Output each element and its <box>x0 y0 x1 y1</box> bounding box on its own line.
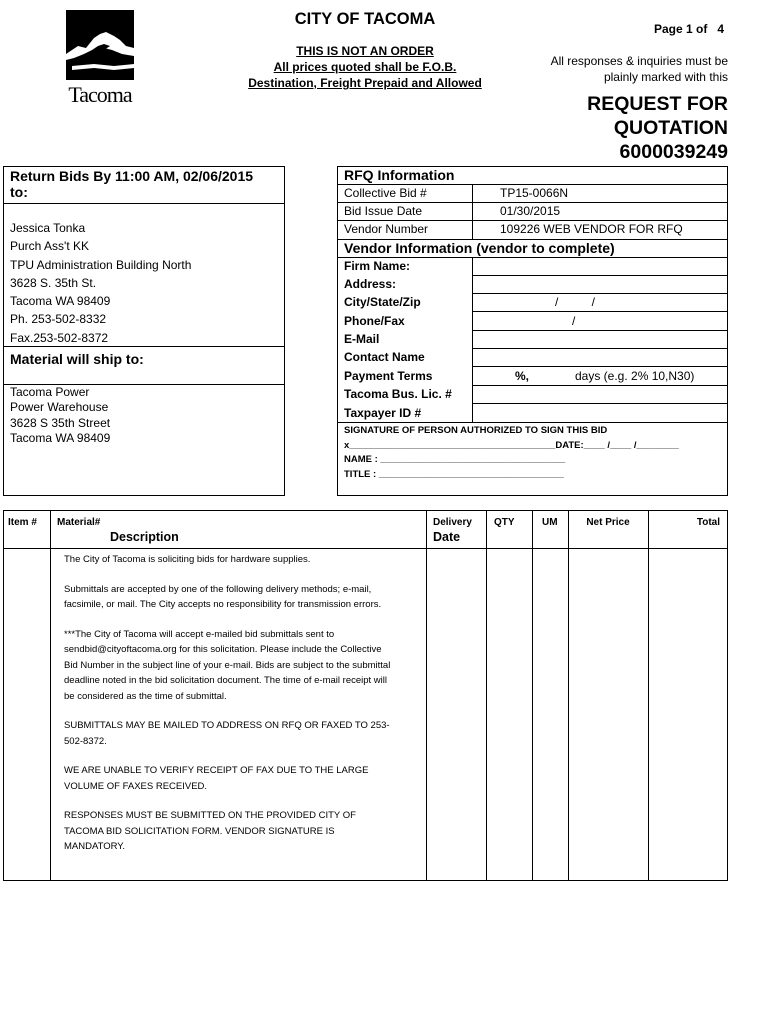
payment-days: days (e.g. 2% 10,N30) <box>575 369 695 383</box>
divider <box>472 184 473 239</box>
business-license-label: Tacoma Bus. Lic. # <box>344 387 452 401</box>
column-header-date: Date <box>433 530 461 544</box>
city-state-zip-separators: / / <box>555 295 596 309</box>
ship-to-address <box>10 385 110 446</box>
return-address-line: Tacoma WA 98409 <box>10 294 111 309</box>
column-header-net-price: Net Price <box>586 517 630 528</box>
title-line[interactable]: TITLE : ___________________________________ <box>344 469 564 480</box>
contact-name-label: Contact Name <box>344 350 425 364</box>
column-header-qty: QTY <box>494 517 515 528</box>
address-input[interactable] <box>473 276 727 292</box>
page-indicator: Page 1 of 4 <box>653 22 724 36</box>
column-divider <box>426 510 427 881</box>
column-header-total: Total <box>696 517 720 528</box>
bid-issue-date-label: Bid Issue Date <box>344 204 423 218</box>
city-state-zip-label: City/State/Zip <box>344 295 421 309</box>
column-header-description: Description <box>110 530 179 544</box>
collective-bid-label: Collective Bid # <box>344 186 427 200</box>
column-divider <box>568 510 569 881</box>
column-header-um: UM <box>542 517 558 528</box>
column-header-material: Material# <box>57 517 101 528</box>
payment-terms-label: Payment Terms <box>344 369 433 383</box>
return-bids-heading: Return Bids By 11:00 AM, 02/06/2015 <box>10 168 254 184</box>
description-paragraph: Submittals are accepted by one of the following delivery methods; e-mail, facsimile, or mail. The City accepts no responsibility for transmission errors. <box>64 583 382 610</box>
phone-fax-label: Phone/Fax <box>344 314 405 328</box>
description-paragraph: WE ARE UNABLE TO VERIFY RECEIPT OF FAX DUE TO THE LARGE VOLUME OF FAXES RECEIVED. <box>64 765 369 792</box>
description-paragraph: RESPONSES MUST BE SUBMITTED ON THE PROVIDED CITY OF TACOMA BID SOLICITATION FORM. VENDOR SIGNATURE IS MANDATORY. <box>64 810 356 852</box>
email-input[interactable] <box>473 331 727 347</box>
divider <box>337 184 728 185</box>
responses-note-line-1: All responses & inquiries must be <box>550 54 728 68</box>
rfq-number: 6000039249 <box>619 141 728 163</box>
address-label: Address: <box>344 277 397 291</box>
column-divider <box>532 510 533 881</box>
return-address-line: Jessica Tonka <box>10 221 86 235</box>
collective-bid-value: TP15-0066N <box>500 186 569 200</box>
return-address-line: Purch Ass't KK <box>10 239 89 254</box>
signature-line[interactable]: x_______________________________________DATE:____ /____ /________ <box>344 440 679 451</box>
phone-fax-input[interactable] <box>473 312 727 329</box>
column-header-delivery: Delivery <box>433 517 472 528</box>
return-fax: Fax.253-502-8372 <box>10 330 109 345</box>
firm-name-input[interactable] <box>473 258 727 274</box>
signature-heading: SIGNATURE OF PERSON AUTHORIZED TO SIGN THIS BID <box>344 425 608 436</box>
responses-note-line-2: plainly marked with this <box>603 70 728 84</box>
ship-to-line: Tacoma Power <box>10 385 90 399</box>
divider <box>3 203 285 204</box>
vendor-number-label: Vendor Number <box>344 222 429 236</box>
table-header-divider <box>3 548 728 549</box>
column-divider <box>648 510 649 881</box>
city-title: CITY OF TACOMA <box>294 10 436 28</box>
vendor-number-value: 109226 WEB VENDOR FOR RFQ <box>500 222 683 236</box>
payment-percent: %, <box>515 369 530 383</box>
divider <box>337 220 728 221</box>
return-address-line: 3628 S. 35th St. <box>10 275 97 290</box>
column-header-item: Item # <box>8 517 37 528</box>
column-divider <box>486 510 487 881</box>
vendor-info-heading: Vendor Information (vendor to complete) <box>344 240 615 256</box>
city-state-zip-input[interactable] <box>473 294 727 310</box>
description-paragraph: SUBMITTALS MAY BE MAILED TO ADDRESS ON RFQ OR FAXED TO 253-502-8372. <box>64 720 390 747</box>
divider <box>337 422 728 423</box>
taxpayer-id-label: Taxpayer ID # <box>344 406 422 420</box>
bid-issue-date-value: 01/30/2015 <box>500 204 561 218</box>
business-license-input[interactable] <box>473 386 727 402</box>
not-an-order-notice: THIS IS NOT AN ORDER <box>296 44 434 58</box>
freight-notice: Destination, Freight Prepaid and Allowed <box>248 76 482 90</box>
column-divider <box>50 510 51 881</box>
mountain-logo-icon <box>64 10 136 90</box>
return-address-list <box>10 219 191 347</box>
ship-to-heading: Material will ship to: <box>10 351 144 367</box>
payment-terms-input[interactable] <box>473 367 727 384</box>
divider <box>337 202 728 203</box>
return-address-line: TPU Administration Building North <box>10 257 192 272</box>
phone-fax-separator: / <box>572 314 576 328</box>
description-paragraph: The City of Tacoma is soliciting bids for hardware supplies. <box>64 554 311 565</box>
fob-notice: All prices quoted shall be F.O.B. <box>273 60 457 74</box>
taxpayer-id-input[interactable] <box>473 404 727 421</box>
description-paragraph: ***The City of Tacoma will accept e-mailed bid submittals sent to sendbid@cityoftacoma.org for this solicitation. Please include the Collective Bid Number in the subject line of your e-mail. Bids are subject to the submittal deadline noted in the bid solicitation document. The time of e-mail receipt will be considered as the time of submittal. <box>64 628 391 702</box>
ship-to-line: Tacoma WA 98409 <box>10 430 111 445</box>
logo-wordmark: Tacoma <box>68 82 132 107</box>
rfq-title-line-2: QUOTATION <box>613 117 728 139</box>
return-phone: Ph. 253-502-8332 <box>10 312 107 327</box>
item-description <box>64 552 394 869</box>
name-line[interactable]: NAME : ___________________________________ <box>344 454 566 465</box>
rfq-title-line-1: REQUEST FOR <box>587 93 728 115</box>
ship-to-line: 3628 S 35th Street <box>10 415 111 430</box>
email-label: E-Mail <box>344 332 380 346</box>
tacoma-logo <box>64 10 136 112</box>
ship-to-line: Power Warehouse <box>10 400 109 415</box>
firm-name-label: Firm Name: <box>344 259 411 273</box>
contact-name-input[interactable] <box>473 349 727 365</box>
return-bids-heading-to: to: <box>10 184 28 200</box>
rfq-info-heading: RFQ Information <box>344 167 455 183</box>
